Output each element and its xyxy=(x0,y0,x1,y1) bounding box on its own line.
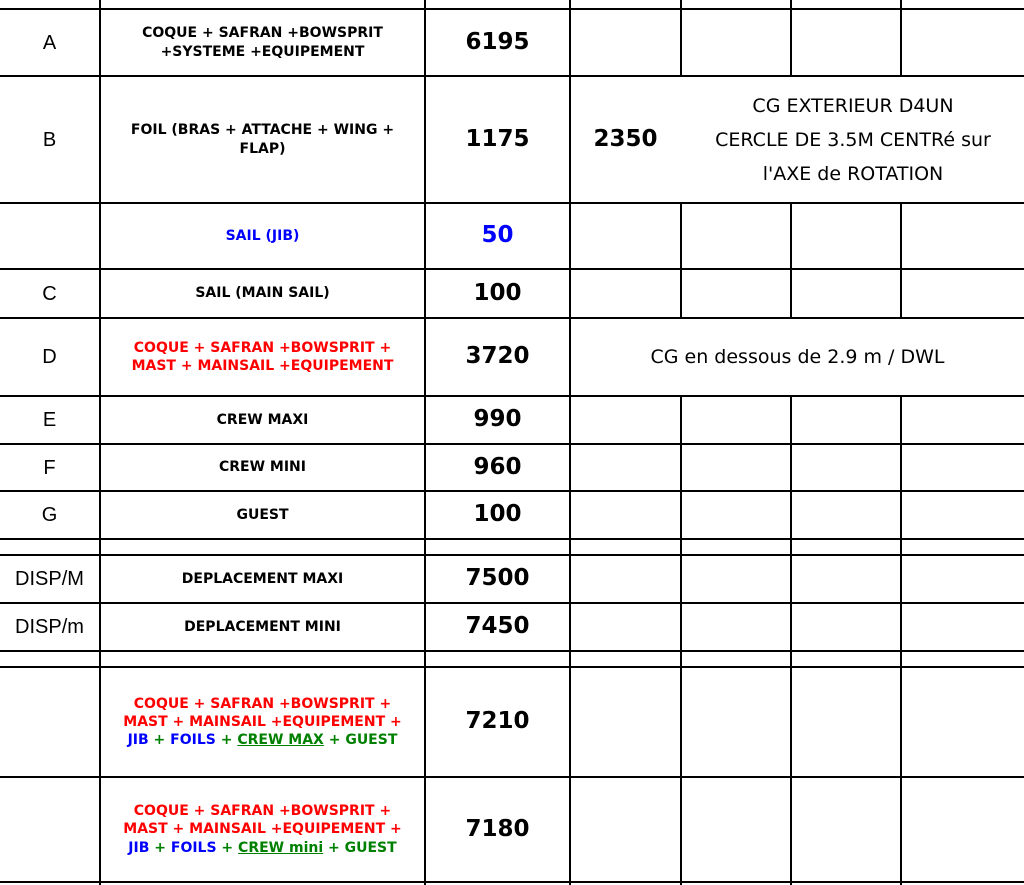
desc-segment: + xyxy=(216,839,239,856)
desc-line: DEPLACEMENT MAXI xyxy=(181,570,344,587)
row-desc-b[interactable] xyxy=(101,77,424,202)
desc-segment: CREW MAX xyxy=(237,732,324,749)
row-label-disp-maxi[interactable]: DISP/M xyxy=(15,568,84,590)
desc-segment: JIB xyxy=(127,732,149,749)
row-desc-d[interactable] xyxy=(101,319,424,395)
cg-note-b[interactable] xyxy=(682,77,1024,202)
row-desc-disp-mini[interactable] xyxy=(101,604,424,650)
row-desc-c[interactable] xyxy=(101,270,424,317)
row-label-e[interactable]: E xyxy=(42,409,57,431)
row-value-total-min[interactable]: 7180 xyxy=(465,815,530,842)
grid-line xyxy=(0,538,1024,540)
note-line: CG en dessous de 2.9 m / DWL xyxy=(650,346,945,368)
row-desc-jib[interactable] xyxy=(101,204,424,268)
row-desc-f[interactable] xyxy=(101,445,424,490)
row-label-b[interactable]: B xyxy=(42,128,57,151)
desc-line: FLAP) xyxy=(239,140,286,157)
grid-line xyxy=(900,0,902,75)
row-value-jib[interactable]: 50 xyxy=(481,222,514,249)
desc-line xyxy=(123,820,401,838)
desc-line: COQUE + SAFRAN +BOWSPRIT xyxy=(142,25,383,42)
row-label-g[interactable]: G xyxy=(41,504,58,526)
desc-line: COQUE + SAFRAN +BOWSPRIT + xyxy=(133,339,392,356)
grid-line xyxy=(680,202,682,317)
row-value-d[interactable]: 3720 xyxy=(465,343,530,370)
grid-line xyxy=(0,650,1024,652)
row-desc-total-min[interactable] xyxy=(101,778,424,881)
row-value-g[interactable]: 100 xyxy=(473,501,522,528)
row-desc-total-max[interactable] xyxy=(101,668,424,776)
desc-line: CREW MAXI xyxy=(216,411,309,428)
cg-note-d[interactable] xyxy=(571,319,1024,395)
row-value-disp-mini[interactable]: 7450 xyxy=(465,613,530,640)
desc-segment: CREW mini xyxy=(238,839,324,856)
row-value-e[interactable]: 990 xyxy=(473,406,522,433)
row-desc-e[interactable] xyxy=(101,397,424,443)
note-line: CG EXTERIEUR D4UN xyxy=(752,94,954,117)
grid-line xyxy=(790,395,792,885)
grid-line xyxy=(0,881,1024,883)
grid-line xyxy=(790,202,792,317)
desc-line: +SYSTEME +EQUIPEMENT xyxy=(160,43,365,60)
grid-line xyxy=(900,202,902,317)
desc-segment: MAST + MAINSAIL +EQUIPEMENT + xyxy=(123,713,402,730)
grid-line xyxy=(680,395,682,885)
row-desc-g[interactable] xyxy=(101,492,424,538)
desc-segment: + GUEST xyxy=(323,839,397,856)
desc-line xyxy=(123,839,401,857)
desc-line: FOIL (BRAS + ATTACHE + WING + xyxy=(130,122,395,139)
desc-line: CREW MINI xyxy=(218,459,306,476)
desc-segment: FOILS xyxy=(170,732,216,749)
desc-segment: COQUE + SAFRAN +BOWSPRIT + xyxy=(133,695,392,712)
row-label-f[interactable]: F xyxy=(43,456,56,479)
row-value-disp-maxi[interactable]: 7500 xyxy=(465,565,530,592)
row-extra-b[interactable]: 2350 xyxy=(593,125,658,152)
row-value-f[interactable]: 960 xyxy=(473,453,522,480)
desc-segment: JIB xyxy=(128,839,150,856)
desc-segment: + GUEST xyxy=(323,732,398,749)
desc-line: SAIL (JIB) xyxy=(225,227,300,244)
desc-segment: + xyxy=(149,839,171,856)
row-desc-disp-maxi[interactable] xyxy=(101,556,424,602)
row-label-c[interactable]: C xyxy=(42,282,57,305)
desc-line: MAST + MAINSAIL +EQUIPEMENT xyxy=(131,358,394,374)
desc-segment: + xyxy=(215,732,238,749)
desc-line xyxy=(123,802,401,820)
desc-segment: FOILS xyxy=(170,839,217,856)
row-label-a[interactable]: A xyxy=(42,31,57,54)
desc-line: DEPLACEMENT MINI xyxy=(184,618,341,635)
desc-segment: COQUE + SAFRAN +BOWSPRIT + xyxy=(133,803,392,820)
desc-line: GUEST xyxy=(236,506,289,523)
grid-line xyxy=(680,0,682,75)
row-value-a[interactable]: 6195 xyxy=(465,28,530,55)
note-line: l'AXE de ROTATION xyxy=(762,162,944,185)
grid-line xyxy=(790,0,792,75)
grid-line xyxy=(900,395,902,885)
note-line: CERCLE DE 3.5M CENTRé sur xyxy=(715,128,991,151)
row-label-d[interactable]: D xyxy=(42,346,57,368)
desc-line xyxy=(123,731,401,749)
row-value-b[interactable]: 1175 xyxy=(465,125,530,152)
desc-line xyxy=(123,695,401,713)
row-desc-a[interactable] xyxy=(101,10,424,75)
desc-segment: MAST + MAINSAIL +EQUIPEMENT + xyxy=(123,821,402,838)
row-label-disp-mini[interactable]: DISP/m xyxy=(15,616,84,638)
desc-line xyxy=(123,713,401,731)
row-value-c[interactable]: 100 xyxy=(473,279,522,306)
row-value-total-max[interactable]: 7210 xyxy=(465,708,530,735)
desc-line: SAIL (MAIN SAIL) xyxy=(195,285,330,302)
desc-segment: + xyxy=(148,732,171,749)
